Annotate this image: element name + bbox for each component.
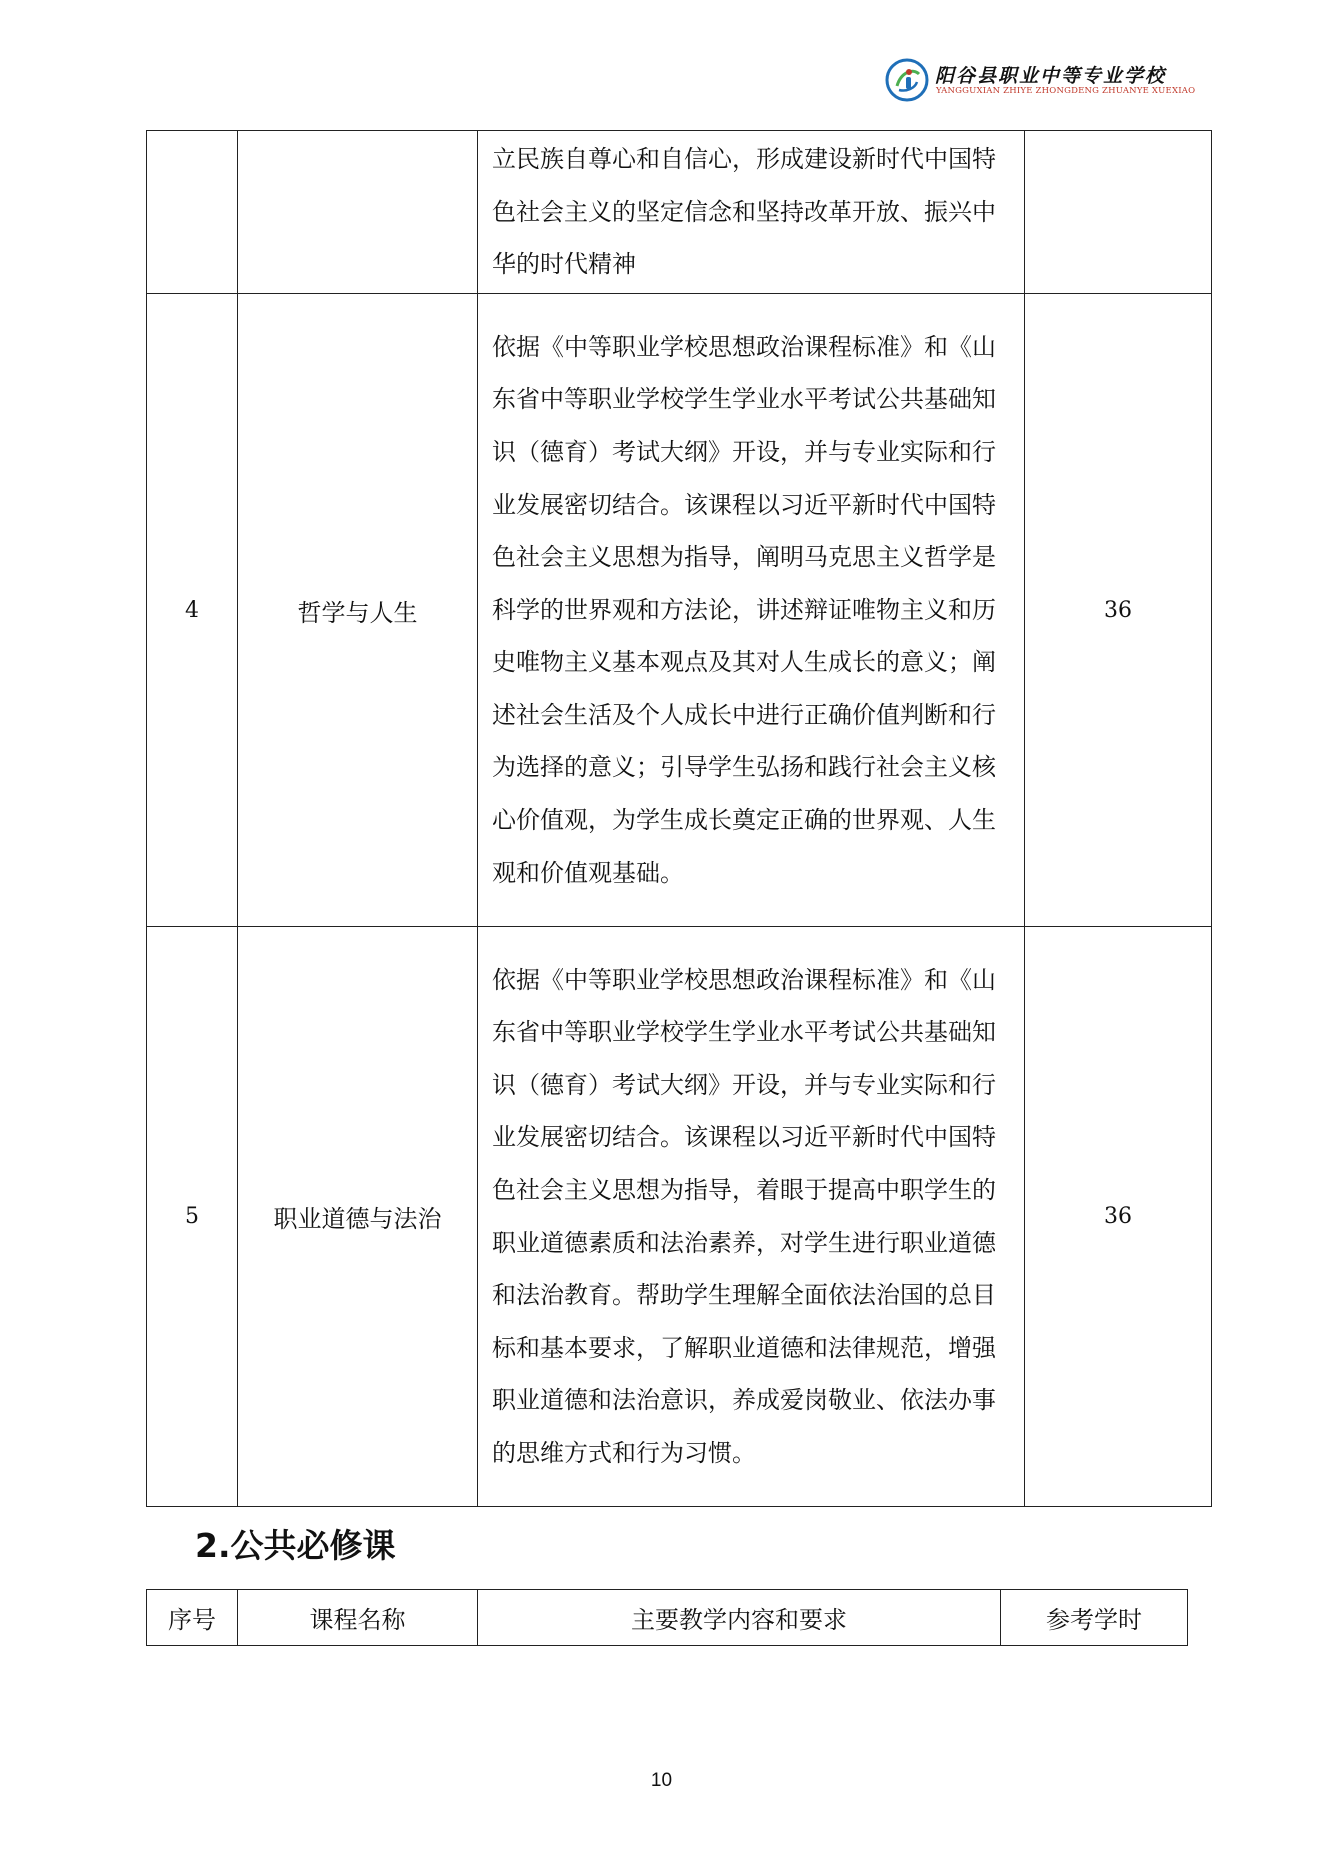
- school-name: 阳谷县职业中等专业学校: [935, 65, 1167, 87]
- course-table-public-required: [146, 1589, 1188, 1646]
- school-pinyin: YANGGUXIAN ZHIYE ZHONGDENG ZHUANYE XUEXIAO: [936, 86, 1196, 96]
- header-no: 序号: [147, 1590, 238, 1646]
- header-content: 主要教学内容和要求: [478, 1590, 1001, 1646]
- row-number: 5: [147, 927, 238, 1507]
- course-name: 哲学与人生: [238, 294, 478, 927]
- course-content: 立民族自尊心和自信心，形成建设新时代中国特色社会主义的坚定信念和坚持改革开放、振兴中华的时代精神: [478, 131, 1025, 294]
- course-hours: 36: [1025, 294, 1212, 927]
- header-hours: 参考学时: [1001, 1590, 1188, 1646]
- row-number: 4: [147, 294, 238, 927]
- table-header-row: [147, 1590, 1188, 1646]
- row-number: [147, 131, 238, 294]
- course-table-ideology: [146, 130, 1212, 1507]
- course-hours: 36: [1025, 927, 1212, 1507]
- page-number: 10: [650, 1770, 673, 1791]
- section-title: 2.公共必修课: [195, 1526, 396, 1565]
- course-name: [238, 131, 478, 294]
- course-content: 依据《中等职业学校思想政治课程标准》和《山东省中等职业学校学生学业水平考试公共基础知识（德育）考试大纲》开设，并与专业实际和行业发展密切结合。该课程以习近平新时代中国特色社会主义思想为指导，着眼于提高中职学生的职业道德素质和法治素养，对学生进行职业道德和法治教育。帮助学生理解全面依法治国的总目标和基本要求，了解职业道德和法律规范，增强职业道德和法治意识，养成爱岗敬业、依法办事的思维方式和行为习惯。: [478, 927, 1025, 1507]
- table-row: [147, 927, 1212, 1507]
- school-logo-icon: [885, 58, 929, 102]
- header-course-name: 课程名称: [238, 1590, 478, 1646]
- course-hours: [1025, 131, 1212, 294]
- table-row: [147, 294, 1212, 927]
- course-content: 依据《中等职业学校思想政治课程标准》和《山东省中等职业学校学生学业水平考试公共基础知识（德育）考试大纲》开设，并与专业实际和行业发展密切结合。该课程以习近平新时代中国特色社会主义思想为指导，阐明马克思主义哲学是科学的世界观和方法论，讲述辩证唯物主义和历史唯物主义基本观点及其对人生成长的意义；阐述社会生活及个人成长中进行正确价值判断和行为选择的意义；引导学生弘扬和践行社会主义核心价值观，为学生成长奠定正确的世界观、人生观和价值观基础。: [478, 294, 1025, 927]
- course-name: 职业道德与法治: [238, 927, 478, 1507]
- page-header: [885, 58, 1196, 102]
- table-row: [147, 131, 1212, 294]
